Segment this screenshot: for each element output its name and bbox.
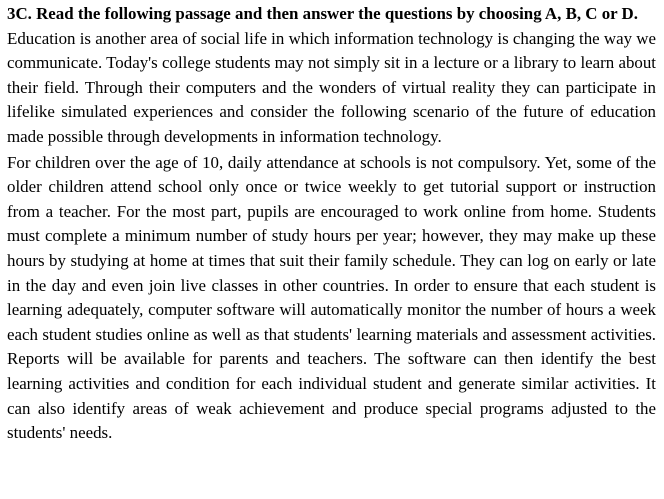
passage-paragraph-2: For children over the age of 10, daily attendance at schools is not compulsory. Yet, some of the older children attend school only once or twice weekly to get tutorial support or instruction from a teacher. For the most part, pupils are encouraged to work online from home. Students must complete a minimum number of study hours per year; however, they may make up these hours by studying at home at times that suit their family schedule. They can log on early or late in the day and even join live classes in other countries. In order to ensure that each student is learning adequately, computer software will automatically monitor the number of hours a week each student studies online as well as that students' learning materials and assessment activities. Reports will be available for parents and teachers. The software can then identify the best learning activities and condition for each individual student and generate similar activities. It can also identify areas of weak achievement and produce special programs adjusted to the students' needs. <box>7 152 656 443</box>
exercise-heading: 3C. Read the following passage and then answer the questions by choosing A, B, C or D. <box>7 4 638 23</box>
passage-paragraph-1: Education is another area of social life in which information technology is changing the way we communicate. Today's college students may not simply sit in a lecture or a library to learn about their field. Through their computers and the wonders of virtual reality they can participate in lifelike simulated experiences and consider the following scenario of the future of education made possible through developments in information technology. <box>7 28 656 146</box>
